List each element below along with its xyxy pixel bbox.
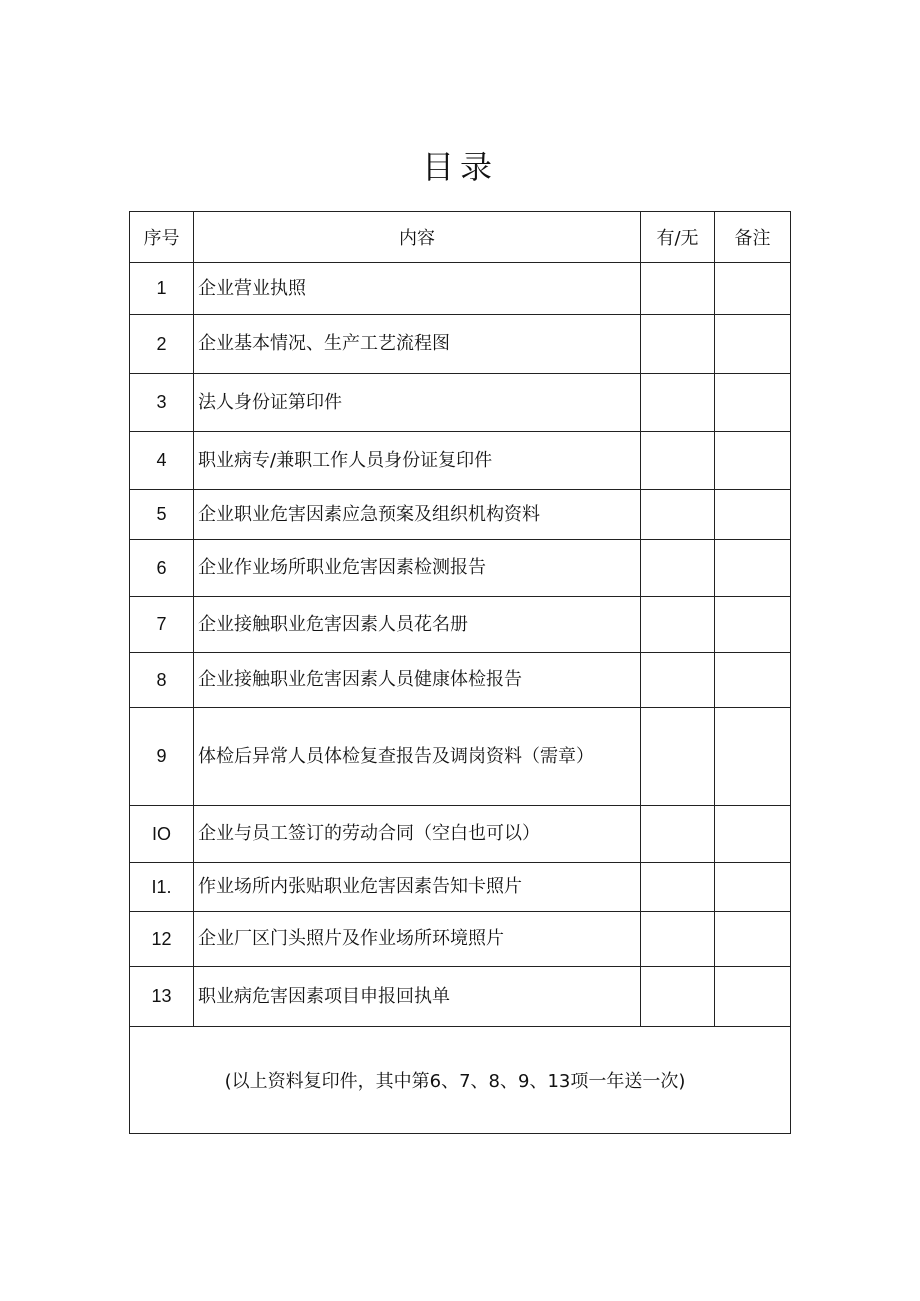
row-present-cell <box>641 967 715 1027</box>
row-number: 1 <box>130 263 194 315</box>
row-number: 5 <box>130 490 194 540</box>
header-index: 序号 <box>130 212 194 263</box>
row-present-cell <box>641 432 715 490</box>
row-number: I1. <box>130 863 194 912</box>
row-present-cell <box>641 912 715 967</box>
row-number: IO <box>130 806 194 863</box>
row-remarks-cell <box>715 967 791 1027</box>
row-content: 企业基本情况、生产工艺流程图 <box>194 315 641 374</box>
row-remarks-cell <box>715 263 791 315</box>
table-row <box>130 374 791 432</box>
row-present-cell <box>641 597 715 653</box>
table-row <box>130 540 791 597</box>
row-content: 企业与员工签订的劳动合同（空白也可以） <box>194 806 641 863</box>
row-remarks-cell <box>715 708 791 806</box>
row-number: 4 <box>130 432 194 490</box>
row-number: 7 <box>130 597 194 653</box>
row-content: 体检后异常人员体检复查报告及调岗资料（需章） <box>194 708 641 806</box>
row-present-cell <box>641 540 715 597</box>
row-content: 企业厂区门头照片及作业场所环境照片 <box>194 912 641 967</box>
row-number: 3 <box>130 374 194 432</box>
row-remarks-cell <box>715 912 791 967</box>
row-remarks-cell <box>715 597 791 653</box>
table-row <box>130 315 791 374</box>
table-row <box>130 432 791 490</box>
row-content: 法人身份证第印件 <box>194 374 641 432</box>
table-row <box>130 806 791 863</box>
row-present-cell <box>641 263 715 315</box>
row-remarks-cell <box>715 653 791 708</box>
footer-note: (以上资料复印件，其中第6、7、8、9、13项一年送一次) <box>224 1071 686 1092</box>
row-present-cell <box>641 315 715 374</box>
row-content: 企业接触职业危害因素人员健康体检报告 <box>194 653 641 708</box>
row-content: 企业作业场所职业危害因素检测报告 <box>194 540 641 597</box>
row-content: 作业场所内张贴职业危害因素告知卡照片 <box>194 863 641 912</box>
table-row <box>130 263 791 315</box>
row-remarks-cell <box>715 374 791 432</box>
row-present-cell <box>641 490 715 540</box>
row-number: 12 <box>130 912 194 967</box>
table-row <box>130 490 791 540</box>
table-footer-row <box>130 1027 791 1134</box>
row-content: 企业接触职业危害因素人员花名册 <box>194 597 641 653</box>
header-remarks: 备注 <box>715 212 791 263</box>
table-row <box>130 653 791 708</box>
row-present-cell <box>641 863 715 912</box>
row-number: 6 <box>130 540 194 597</box>
table-row <box>130 912 791 967</box>
row-present-cell <box>641 374 715 432</box>
header-present: 有/无 <box>641 212 715 263</box>
table-row <box>130 708 791 806</box>
document-table <box>129 211 791 1134</box>
table-row <box>130 967 791 1027</box>
header-content: 内容 <box>194 212 641 263</box>
row-content: 职业病专/兼职工作人员身份证复印件 <box>194 432 641 490</box>
row-remarks-cell <box>715 806 791 863</box>
page-title: 目录 <box>421 148 498 186</box>
row-remarks-cell <box>715 490 791 540</box>
row-remarks-cell <box>715 432 791 490</box>
row-content: 企业营业执照 <box>194 263 641 315</box>
row-present-cell <box>641 653 715 708</box>
row-remarks-cell <box>715 540 791 597</box>
table-row <box>130 597 791 653</box>
row-present-cell <box>641 806 715 863</box>
row-present-cell <box>641 708 715 806</box>
row-number: 8 <box>130 653 194 708</box>
table-row <box>130 863 791 912</box>
row-remarks-cell <box>715 315 791 374</box>
row-content: 企业职业危害因素应急预案及组织机构资料 <box>194 490 641 540</box>
table-header-row <box>130 212 791 263</box>
row-number: 13 <box>130 967 194 1027</box>
row-content: 职业病危害因素项目申报回执单 <box>194 967 641 1027</box>
footer-note-cell <box>130 1027 791 1134</box>
row-number: 9 <box>130 708 194 806</box>
row-number: 2 <box>130 315 194 374</box>
row-remarks-cell <box>715 863 791 912</box>
